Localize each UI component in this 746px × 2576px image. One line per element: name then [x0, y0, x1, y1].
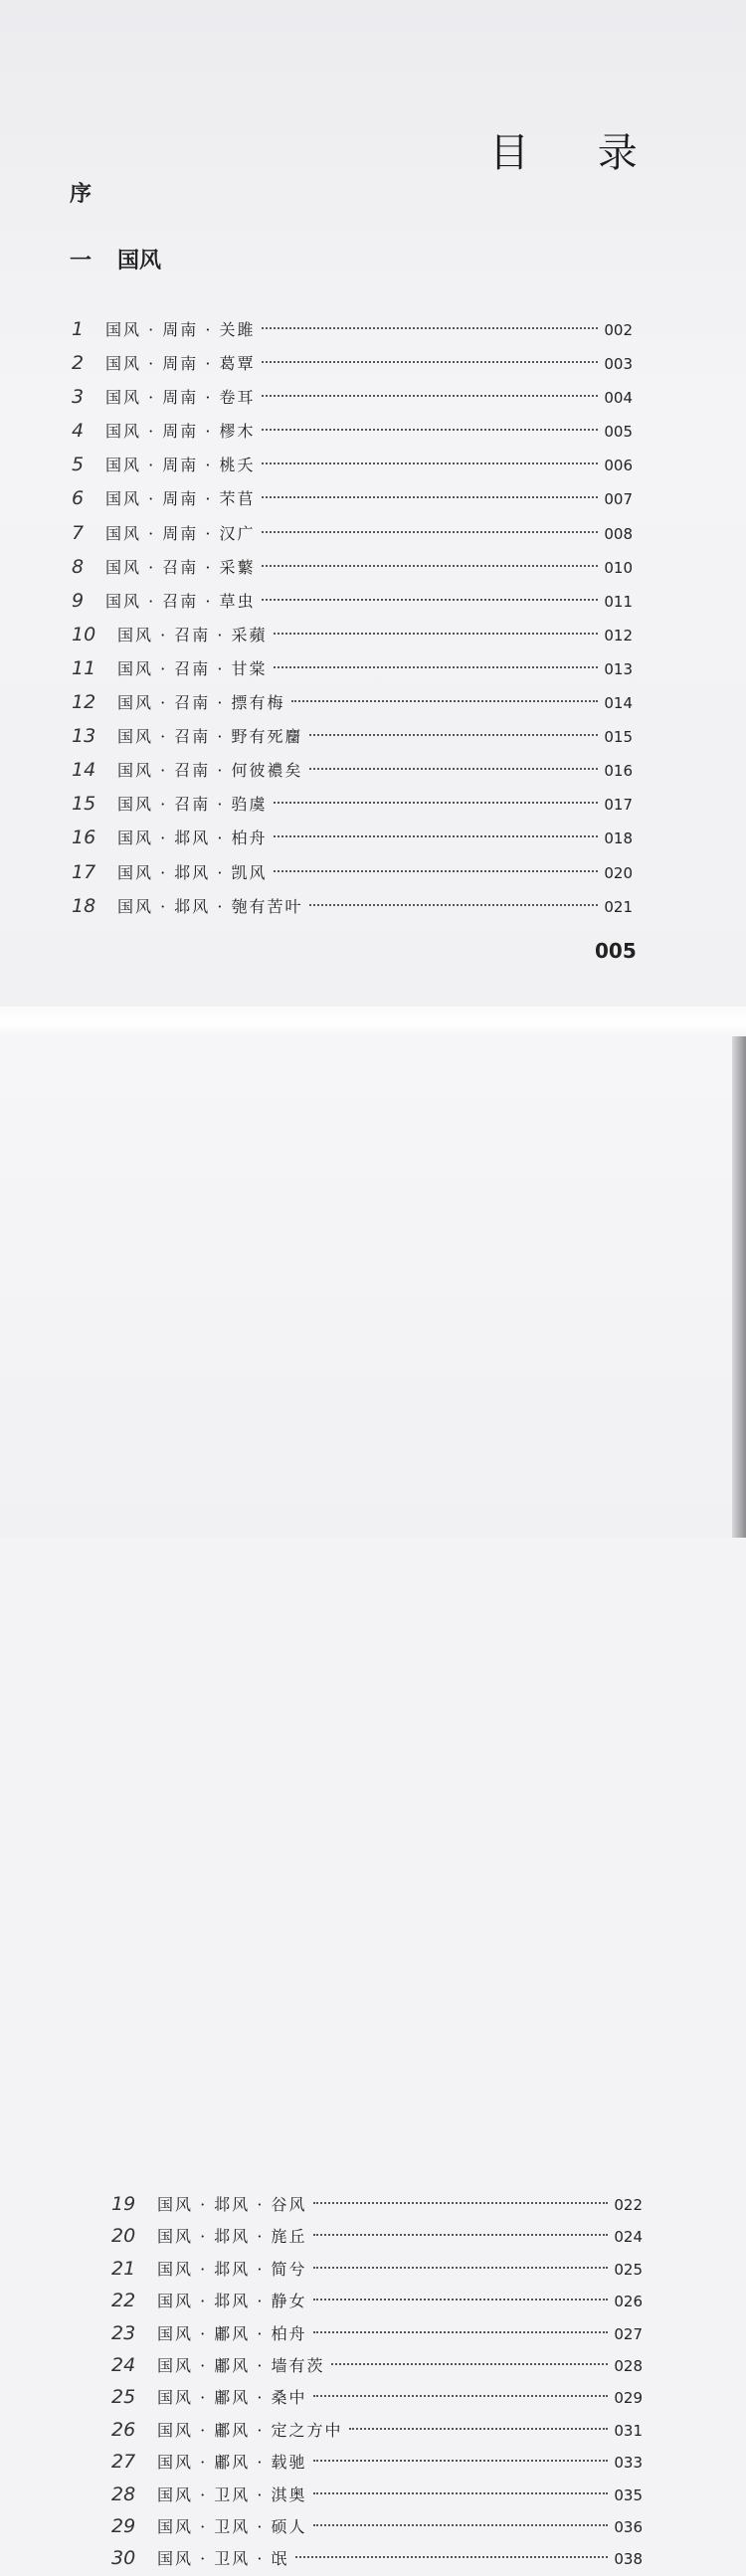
dot-leader: [262, 361, 599, 363]
entry-number: 5: [72, 454, 85, 476]
entry-title: 国风 · 卫风 · 硕人: [157, 2516, 307, 2536]
preface-heading: 序: [70, 182, 93, 207]
toc-entry[interactable]: [111, 2510, 643, 2542]
entry-number: 20: [111, 2225, 136, 2248]
entry-page-number: 016: [604, 762, 633, 781]
entry-number: 27: [111, 2451, 136, 2474]
dot-leader: [313, 2299, 609, 2300]
entry-page-number: 025: [614, 2260, 643, 2279]
toc-entry[interactable]: [72, 753, 633, 787]
dot-leader: [309, 904, 599, 906]
entry-number: 9: [72, 589, 85, 612]
toc-entry[interactable]: [111, 2253, 643, 2285]
entry-number: 23: [111, 2321, 136, 2344]
entry-title: 国风 · 卫风 · 氓: [157, 2549, 289, 2569]
entry-title: 国风 · 召南 · 何彼襛矣: [117, 761, 303, 781]
toc-list-bottom: [111, 2188, 643, 2575]
entry-page-number: 020: [604, 863, 633, 882]
entry-page-number: 026: [614, 2293, 643, 2311]
entry-number: 13: [72, 725, 96, 748]
entry-page-number: 014: [604, 694, 633, 713]
entry-page-number: 008: [604, 524, 633, 543]
dot-leader: [262, 429, 599, 431]
entry-title: 国风 · 鄘风 · 桑中: [157, 2388, 307, 2408]
entry-page-number: 038: [614, 2550, 643, 2569]
toc-page-top: [0, 0, 746, 1007]
dot-leader: [313, 2331, 609, 2333]
entry-title: 国风 · 鄘风 · 定之方中: [157, 2420, 343, 2440]
entry-title: 国风 · 邶风 · 谷风: [157, 2195, 307, 2214]
folio: 005: [595, 939, 637, 963]
dot-leader: [349, 2428, 609, 2430]
dot-leader: [331, 2363, 609, 2365]
dot-leader: [295, 2556, 609, 2558]
entry-title: 国风 · 邶风 · 凯风: [117, 862, 268, 882]
entry-page-number: 012: [604, 626, 633, 644]
entry-number: 22: [111, 2290, 136, 2312]
toc-entry[interactable]: [111, 2188, 643, 2220]
entry-page-number: 010: [604, 558, 633, 577]
dot-leader: [262, 565, 599, 567]
entry-page-number: 004: [604, 389, 633, 408]
entry-number: 17: [72, 860, 96, 883]
toc-entry[interactable]: [72, 312, 633, 346]
entry-number: 4: [72, 420, 85, 443]
toc-title: 目 录: [489, 130, 665, 176]
entry-title: 国风 · 召南 · 驺虞: [117, 795, 268, 815]
entry-title: 国风 · 周南 · 汉广: [105, 523, 256, 543]
toc-entry[interactable]: [72, 550, 633, 584]
entry-title: 国风 · 鄘风 · 墙有茨: [157, 2355, 325, 2375]
toc-entry[interactable]: [72, 414, 633, 448]
entry-number: 7: [72, 521, 85, 544]
entry-title: 国风 · 邶风 · 静女: [157, 2292, 307, 2311]
entry-number: 2: [72, 352, 85, 375]
toc-entry[interactable]: [72, 821, 633, 854]
toc-entry[interactable]: [111, 2542, 643, 2574]
dot-leader: [313, 2492, 609, 2494]
toc-entry[interactable]: [111, 2479, 643, 2510]
entry-page-number: 036: [614, 2517, 643, 2536]
entry-page-number: 017: [604, 796, 633, 815]
entry-number: 19: [111, 2193, 136, 2215]
entry-number: 3: [72, 386, 85, 409]
toc-entry[interactable]: [72, 787, 633, 821]
entry-number: 6: [72, 487, 85, 510]
entry-number: 10: [72, 623, 96, 645]
toc-entry[interactable]: [72, 481, 633, 515]
entry-title: 国风 · 召南 · 摽有梅: [117, 693, 285, 713]
toc-entry[interactable]: [111, 2349, 643, 2381]
entry-page-number: 018: [604, 829, 633, 848]
toc-entry[interactable]: [72, 584, 633, 618]
entry-title: 国风 · 邶风 · 旄丘: [157, 2227, 307, 2247]
toc-entry[interactable]: [72, 380, 633, 414]
entry-page-number: 015: [604, 728, 633, 747]
entry-title: 国风 · 周南 · 桃夭: [105, 456, 256, 475]
toc-list-top: [72, 312, 633, 923]
toc-entry[interactable]: [72, 685, 633, 719]
dot-leader: [262, 496, 599, 498]
dot-leader: [274, 633, 599, 635]
entry-number: 15: [72, 793, 96, 816]
entry-title: 国风 · 周南 · 关雎: [105, 320, 256, 339]
entry-title: 国风 · 邶风 · 匏有苦叶: [117, 896, 303, 916]
entry-number: 12: [72, 691, 96, 714]
toc-entry[interactable]: [111, 2446, 643, 2478]
toc-entry[interactable]: [111, 2317, 643, 2349]
toc-entry[interactable]: [111, 2414, 643, 2446]
dot-leader: [262, 327, 599, 329]
toc-entry[interactable]: [111, 2220, 643, 2252]
entry-page-number: 011: [604, 592, 633, 611]
toc-entry[interactable]: [72, 719, 633, 753]
dot-leader: [313, 2234, 609, 2236]
entry-page-number: 029: [614, 2389, 643, 2408]
toc-entry[interactable]: [111, 2285, 643, 2316]
entry-title: 国风 · 召南 · 采蘩: [105, 557, 256, 577]
entry-page-number: 002: [604, 321, 633, 339]
toc-entry[interactable]: [72, 516, 633, 550]
toc-entry[interactable]: [72, 651, 633, 685]
entry-page-number: 007: [604, 490, 633, 509]
entry-title: 国风 · 周南 · 樛木: [105, 422, 256, 442]
entry-title: 国风 · 邶风 · 简兮: [157, 2259, 307, 2279]
dot-leader: [313, 2395, 609, 2397]
entry-number: 30: [111, 2547, 136, 2570]
entry-title: 国风 · 邶风 · 柏舟: [117, 828, 268, 848]
section-heading: [70, 244, 161, 275]
dot-leader: [309, 734, 599, 736]
dot-leader: [291, 700, 599, 702]
entry-number: 14: [72, 759, 96, 782]
entry-number: 21: [111, 2257, 136, 2280]
toc-page-bottom: [0, 1036, 746, 2570]
entry-title: 国风 · 卫风 · 淇奥: [157, 2484, 307, 2504]
entry-number: 29: [111, 2514, 136, 2537]
entry-number: 11: [72, 656, 96, 679]
entry-number: 18: [72, 894, 96, 917]
entry-title: 国风 · 召南 · 采蘋: [117, 625, 268, 644]
dot-leader: [274, 835, 599, 837]
dot-leader: [274, 870, 599, 872]
entry-page-number: 028: [614, 2356, 643, 2375]
entry-title: 国风 · 鄘风 · 柏舟: [157, 2323, 307, 2343]
entry-page-number: 031: [614, 2421, 643, 2440]
dot-leader: [274, 666, 599, 668]
entry-title: 国风 · 召南 · 野有死麕: [117, 727, 303, 747]
entry-number: 24: [111, 2353, 136, 2376]
dot-leader: [262, 599, 599, 601]
entry-page-number: 024: [614, 2228, 643, 2247]
entry-number: 25: [111, 2386, 136, 2409]
entry-title: 国风 · 召南 · 甘棠: [117, 658, 268, 678]
dot-leader: [309, 768, 599, 770]
entry-number: 1: [72, 318, 85, 340]
entry-number: 26: [111, 2418, 136, 2441]
toc-entry[interactable]: [72, 346, 633, 380]
dot-leader: [313, 2202, 609, 2204]
page-gap: [0, 1007, 746, 1036]
entry-page-number: 006: [604, 457, 633, 475]
entry-page-number: 013: [604, 659, 633, 678]
dot-leader: [274, 802, 599, 804]
entry-page-number: 003: [604, 355, 633, 374]
toc-entry[interactable]: [72, 448, 633, 481]
dot-leader: [313, 2524, 609, 2526]
entry-title: 国风 · 周南 · 葛覃: [105, 354, 256, 374]
entry-title: 国风 · 周南 · 卷耳: [105, 388, 256, 408]
entry-page-number: 033: [614, 2454, 643, 2473]
entry-page-number: 021: [604, 897, 633, 916]
entry-page-number: 022: [614, 2196, 643, 2214]
dot-leader: [313, 2460, 609, 2462]
section-title: 国风: [117, 249, 162, 274]
toc-entry[interactable]: [72, 618, 633, 651]
toc-entry[interactable]: [72, 889, 633, 923]
entry-number: 16: [72, 827, 96, 849]
entry-title: 国风 · 召南 · 草虫: [105, 591, 256, 611]
entry-number: 8: [72, 555, 85, 578]
entry-page-number: 035: [614, 2485, 643, 2504]
entry-page-number: 027: [614, 2324, 643, 2343]
dot-leader: [313, 2267, 609, 2269]
dot-leader: [262, 462, 599, 464]
toc-entry[interactable]: [111, 2381, 643, 2413]
entry-title: 国风 · 鄘风 · 载驰: [157, 2453, 307, 2473]
entry-page-number: 005: [604, 423, 633, 442]
toc-entry[interactable]: [72, 855, 633, 889]
section-number: 一: [70, 249, 93, 274]
dot-leader: [262, 395, 599, 397]
entry-title: 国风 · 周南 · 芣苢: [105, 489, 256, 509]
dot-leader: [262, 531, 599, 533]
entry-number: 28: [111, 2483, 136, 2505]
